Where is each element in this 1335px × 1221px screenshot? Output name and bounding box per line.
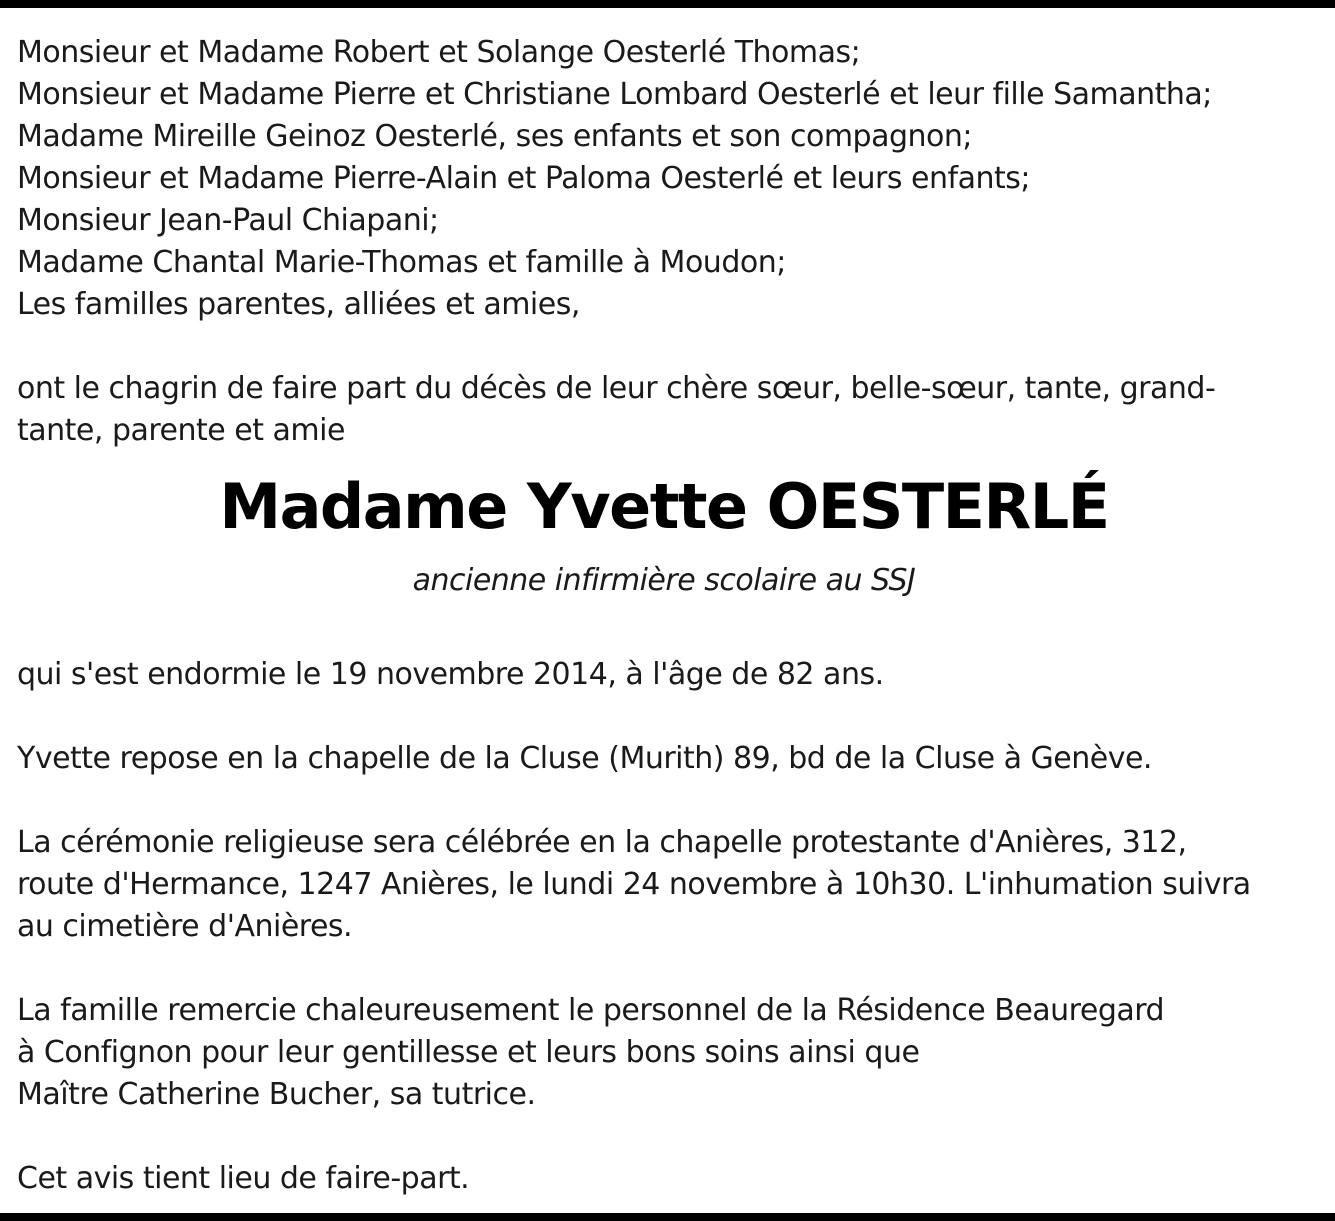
closing-line: Cet avis tient lieu de faire-part. <box>17 1161 470 1196</box>
thanks-line: La famille remercie chaleureusement le personnel de la Résidence Beauregard <box>17 993 1165 1028</box>
family-line: Les familles parentes, alliées et amies, <box>17 287 580 322</box>
family-line: Monsieur et Madame Pierre et Christiane Lombard Oesterlé et leur fille Samantha; <box>17 77 1212 112</box>
family-line: Monsieur et Madame Robert et Solange Oesterlé Thomas; <box>17 35 861 70</box>
family-line: Madame Chantal Marie-Thomas et famille à Moudon; <box>17 245 786 280</box>
announcement-paragraph <box>17 368 1331 452</box>
ceremony-line: au cimetière d'Anières. <box>17 909 353 944</box>
ceremony-paragraph <box>17 822 1331 948</box>
deceased-name: Madame Yvette OESTERLÉ <box>219 470 1109 543</box>
family-list <box>17 32 1331 326</box>
thanks-line: Maître Catherine Bucher, sa tutrice. <box>17 1077 536 1112</box>
family-line: Madame Mireille Geinoz Oesterlé, ses enfants et son compagnon; <box>17 119 973 154</box>
ceremony-line: route d'Hermance, 1247 Anières, le lundi 24 novembre à 10h30. L'inhumation suivra <box>17 867 1251 902</box>
thanks-line: à Confignon pour leur gentillesse et leurs bons soins ainsi que <box>17 1035 920 1070</box>
death-info: qui s'est endormie le 19 novembre 2014, à l'âge de 82 ans. <box>17 657 884 692</box>
family-line: Monsieur Jean-Paul Chiapani; <box>17 203 439 238</box>
rest-place: Yvette repose en la chapelle de la Cluse (Murith) 89, bd de la Cluse à Genève. <box>17 741 1152 776</box>
thanks-paragraph <box>17 990 1331 1116</box>
notice-content <box>17 32 1331 1200</box>
announcement-line: ont le chagrin de faire part du décès de leur chère sœur, belle-sœur, tante, grand- <box>17 371 1216 406</box>
family-line: Monsieur et Madame Pierre-Alain et Paloma Oesterlé et leurs enfants; <box>17 161 1030 196</box>
announcement-line: tante, parente et amie <box>17 413 345 448</box>
deceased-title: ancienne infirmière scolaire au SSJ <box>412 563 916 598</box>
ceremony-line: La cérémonie religieuse sera célébrée en la chapelle protestante d'Anières, 312, <box>17 825 1187 860</box>
